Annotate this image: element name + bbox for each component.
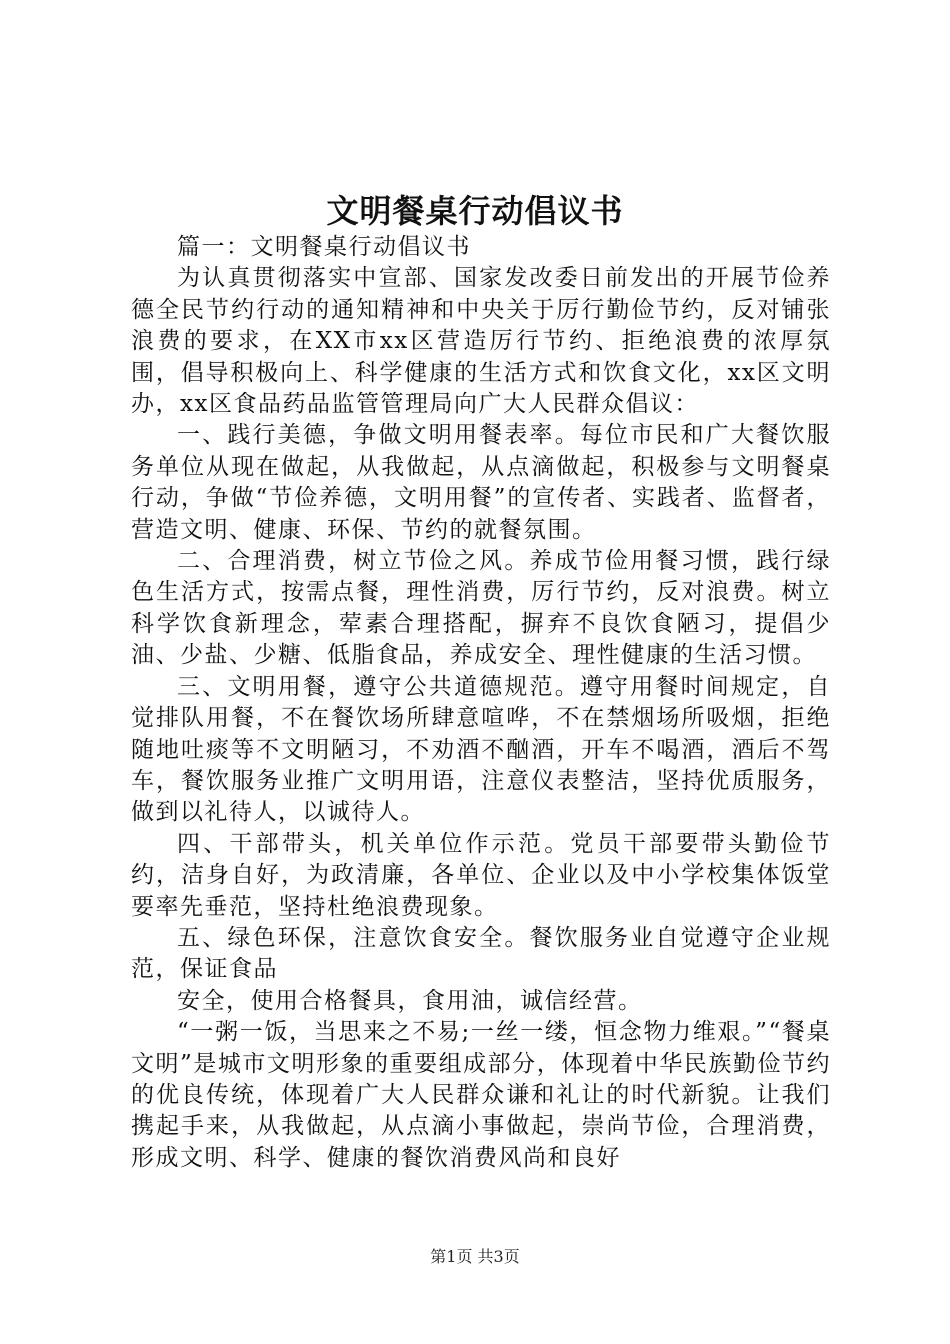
proposal-five-continued: 安全，使用合格餐具，食用油，诚信经营。 [177,987,643,1014]
proposal-four-paragraph: 四、干部带头，机关单位作示范。党员干部要带头勤俭节约，洁身自好，为政清廉，各单位、企业以及中小学校集体饭堂要率先垂范，坚持杜绝浪费现象。 [131,830,831,920]
intro-paragraph: 为认真贯彻落实中宣部、国家发改委日前发出的开展节俭养德全民节约行动的通知精神和中央关于厉行勤俭节约，反对铺张浪费的要求，在XX市xx区营造厉行节约、拒绝浪费的浓厚氛围，倡导积极向上、科学健康的生活方式和饮食文化，xx区文明办，xx区食品药品监管管理局向广大人民群众倡议： [131,265,831,418]
proposal-two-paragraph: 二、合理消费，树立节俭之风。养成节俭用餐习惯，践行绿色生活方式，按需点餐，理性消费，厉行节约，反对浪费。树立科学饮食新理念，荤素合理搭配，摒弃不良饮食陋习，提倡少油、少盐、少糖、低脂食品，养成安全、理性健康的生活习惯。 [131,548,831,669]
section-heading: 篇一：文明餐桌行动倡议书 [177,234,471,260]
proposal-three-paragraph: 三、文明用餐，遵守公共道德规范。遵守用餐时间规定，自觉排队用餐，不在餐饮场所肆意喧哗，不在禁烟场所吸烟，拒绝随地吐痰等不文明陋习，不劝酒不酗酒，开车不喝酒，酒后不驾车，餐饮服务业推广文明用语，注意仪表整洁，坚持优质服务，做到以礼待人，以诚待人。 [131,673,831,826]
proposal-five-paragraph: 五、绿色环保，注意饮食安全。餐饮服务业自觉遵守企业规范，保证食品 [131,924,831,983]
proposal-one-paragraph: 一、践行美德，争做文明用餐表率。每位市民和广大餐饮服务单位从现在做起，从我做起，从点滴做起，积极参与文明餐桌行动，争做“节俭养德，文明用餐”的宣传者、实践者、监督者，营造文明、健康、环保、节约的就餐氛围。 [131,422,831,543]
document-title: 文明餐桌行动倡议书 [326,192,624,230]
closing-paragraph: “一粥一饭，当思来之不易;一丝一缕，恒念物力维艰。”“餐桌文明”是城市文明形象的重要组成部分，体现着中华民族勤俭节约的优良传统，体现着广大人民群众谦和礼让的时代新貌。让我们携起手来，从我做起，从点滴小事做起，崇尚节俭，合理消费，形成文明、科学、健康的餐饮消费风尚和良好 [131,1019,831,1171]
page-number-footer: 第1页 共3页 [430,1247,520,1266]
document-body [131,232,831,1174]
